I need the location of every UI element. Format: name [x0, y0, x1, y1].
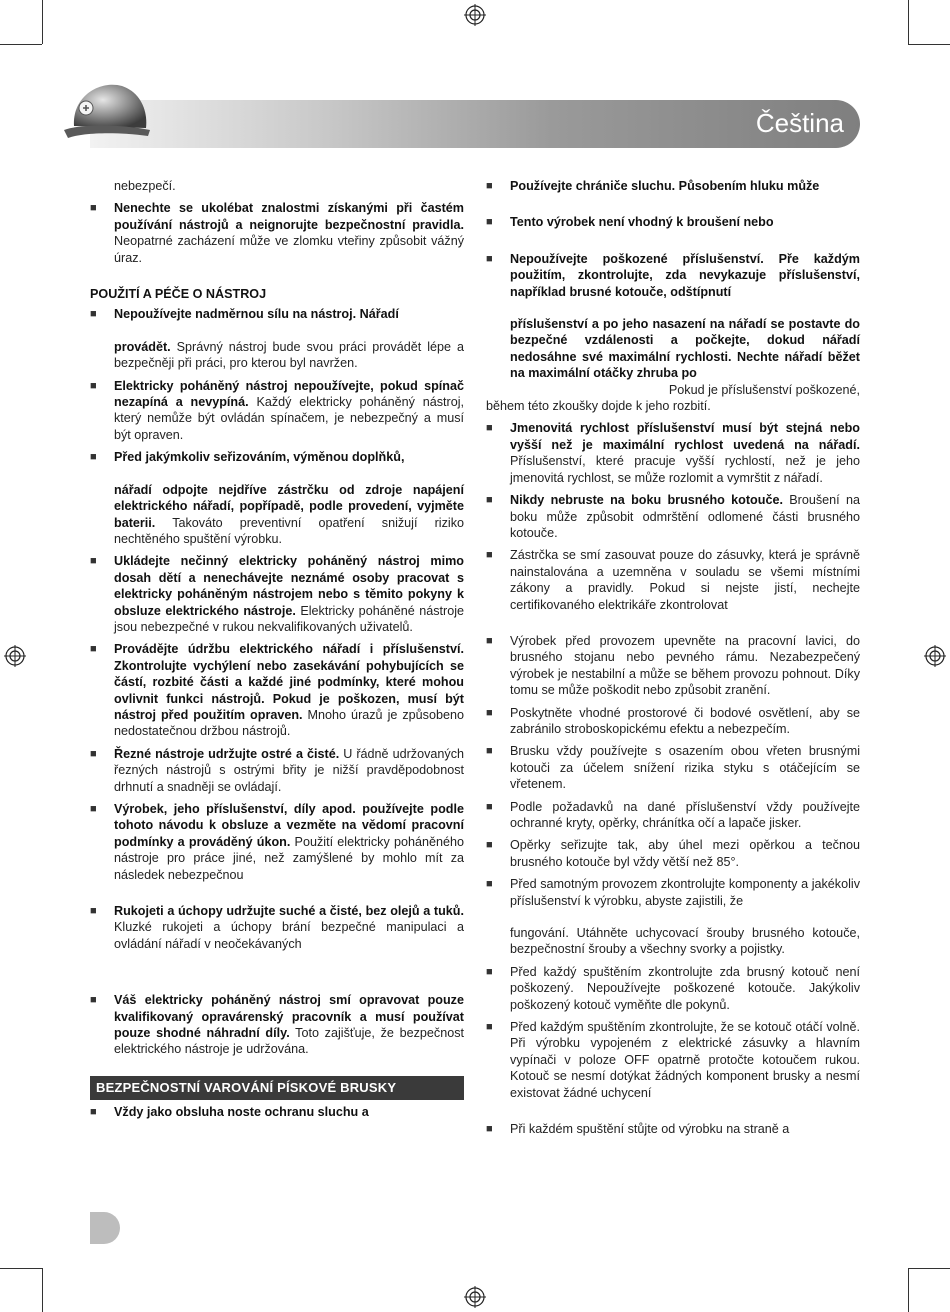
crop-mark	[0, 44, 42, 45]
helmet-icon	[60, 74, 152, 150]
bullet-icon: ■	[90, 803, 97, 815]
bullet-icon: ■	[486, 706, 493, 719]
list-item: ■ Poskytněte vhodné prostorové či bodové osvětlení, aby se zabránilo stroboskopickému efektu a nebezpečím.	[486, 705, 860, 736]
paragraph-continuation: Pokud je příslušenství poškozené,	[668, 382, 860, 397]
bullet-icon: ■	[90, 379, 97, 392]
bullet-icon: ■	[90, 994, 97, 1007]
bullet-icon: ■	[486, 252, 493, 265]
bullet-icon: ■	[90, 1106, 97, 1119]
bullet-icon: ■	[486, 634, 493, 647]
list-item: ■ Před každý spuštěním zkontrolujte zda brusný kotouč není poškozený. Nepoužívejte poškozené kotouče. Jakýkoliv poškozený kotouč vyměňte dle pokynů.	[486, 964, 860, 1012]
crop-mark	[908, 1268, 950, 1269]
bullet-icon: ■	[90, 451, 97, 464]
bullet-icon: ■	[486, 1123, 493, 1136]
registration-mark-icon	[4, 645, 26, 667]
list-item: ■ Nenechte se ukolébat znalostmi získanými při častém používání nástrojů a neignorujte bezpečnostní pravidla. Neopatrné zacházení může ve zlomku vteřiny způsobit vážný úraz.	[90, 201, 464, 265]
crop-mark	[908, 44, 950, 45]
bullet-icon: ■	[90, 202, 97, 215]
crop-mark	[42, 0, 43, 44]
list-item: ■ Nepoužívejte nadměrnou sílu na nástroj. Nářadí	[90, 307, 399, 322]
bullet-icon: ■	[486, 839, 493, 852]
list-item: ■ Brusku vždy používejte s osazením obou vřeten brusnými kotouči za účelem snížení rizika styku s otáčejícím se vřetenem.	[486, 744, 860, 792]
bullet-icon: ■	[486, 422, 493, 435]
registration-mark-icon	[924, 645, 946, 667]
header-bar	[90, 100, 860, 148]
list-item: ■ Řezné nástroje udržujte ostré a čisté. U řádně udržovaných řezných nástrojů s ostrými břity je nižší pravděpodobnost drhnutí a snadněji se ovládají.	[90, 746, 464, 794]
list-item: ■ Elektricky poháněný nástroj nepoužívejte, pokud spínač nezapíná a nevypíná. Každý elektricky poháněný nástroj, který nemůže být ovládán spínačem, je nebezpečný a musí být opraven.	[90, 378, 465, 442]
list-item: ■ Vždy jako obsluha noste ochranu sluchu a	[90, 1105, 369, 1120]
list-item: ■ Před samotným provozem zkontrolujte komponenty a jakékoliv příslušenství k výrobku, abyste zajistili, že	[486, 877, 860, 908]
bullet-icon: ■	[90, 747, 97, 760]
list-item: ■ Výrobek před provozem upevněte na pracovní lavici, do brusného stojanu nebo pevného rámu. Nezabezpečený výrobek je nestabilní a může se během provozu pohnout. Díky tomu se může poškodit nebo způsobit zranění.	[486, 633, 860, 698]
crop-mark	[0, 1268, 42, 1269]
list-item: ■ Provádějte údržbu elektrického nářadí i příslušenství. Zkontrolujte vychýlení nebo zasekávání pohybujících se částí, rozbité části a každé jiné podmínky, které mohou ovlivnit funkci nástrojů. Pokud je poškozen, musí být nástroj před použitím opraven. Mnoho úrazů je způsobeno nedostatečnou držbou nástrojů.	[90, 642, 464, 739]
right-column	[486, 178, 860, 1138]
language-title: Čeština	[755, 108, 844, 138]
section-heading: POUŽITÍ A PÉČE O NÁSTROJ	[90, 287, 267, 302]
list-item: ■ Nepoužívejte poškozené příslušenství. Pře každým použitím, zkontrolujte, zda nevykazuje příslušenství, například brusné kotouče, odštípnutí	[486, 251, 860, 299]
list-item: ■ Zástrčka se smí zasouvat pouze do zásuvky, která je správně nainstalována a uzemněna v souladu se všemi místními zákony a pravidly. Pokud si nejste jistí, nechejte certifikovaného elektrikáře zkontrolovat	[486, 548, 860, 612]
bullet-icon: ■	[486, 800, 493, 813]
bullet-icon: ■	[90, 308, 97, 321]
bullet-icon: ■	[486, 180, 493, 192]
bullet-icon: ■	[486, 216, 493, 229]
bullet-icon: ■	[90, 905, 97, 918]
list-item: ■ Ukládejte nečinný elektricky poháněný nástroj mimo dosah dětí a nenechávejte neznámé osoby pracovat s elektricky poháněným nástrojem nebo s těmito pokyny k obsluze elektrického nástroje. Elektricky poháněné nástroje jsou nebezpečné v rukou nekvalifikovaných uživatelů.	[90, 554, 465, 634]
list-item: ■ Při každém spuštění stůjte od výrobku na straně a	[486, 1122, 790, 1137]
crop-mark	[908, 1268, 909, 1312]
list-item: ■ Před jakýmkoliv seřizováním, výměnou doplňků,	[90, 450, 405, 465]
list-item: ■ Výrobek, jeho příslušenství, díly apod. používejte podle tohoto návodu k obsluze a vezměte na vědomí pracovní podmínky a prováděný úkon. Použití elektricky poháněného nástroje pro práce jiné, než zamýšlené by mohlo mít za následek nebezpečnou	[90, 802, 464, 882]
list-item: ■ Používejte chrániče sluchu. Působením hluku může	[486, 179, 820, 193]
list-item: ■ Nikdy nebruste na boku brusného kotouče. Broušení na boku může způsobit odmrštění odlomené části brusného kotouče.	[486, 493, 860, 540]
paragraph-continuation: nebezpečí.	[114, 179, 176, 193]
crop-mark	[908, 0, 909, 44]
registration-mark-icon	[464, 1286, 486, 1308]
section-heading-box: BEZPEČNOSTNÍ VAROVÁNÍ PÍSKOVÉ BRUSKY	[90, 1076, 464, 1100]
page-number-tab	[90, 1212, 120, 1244]
bullet-icon: ■	[486, 745, 493, 758]
bullet-icon: ■	[486, 878, 493, 891]
list-item: ■ Před každým spuštěním zkontrolujte, že se kotouč otáčí volně. Při výrobku vypojeném z elektrické zásuvky a hlavním vypínači v poloze OFF opatrně protočte kotoučem rukou. Kotouč se nesmí dotýkat žádných komponent brusky a nesmí existovat žádné uchycení	[486, 1020, 860, 1100]
paragraph-continuation: provádět. Správný nástroj bude svou práci provádět lépe a bezpečněji při práci, pro kterou byl navržen.	[114, 339, 464, 371]
bullet-icon: ■	[90, 643, 97, 656]
registration-mark-icon	[464, 4, 486, 26]
list-item: ■ Podle požadavků na dané příslušenství vždy používejte ochranné kryty, opěrky, chránítka očí a lapače jisker.	[486, 799, 860, 830]
list-item: ■ Opěrky seřizujte tak, aby úhel mezi opěrkou a tečnou brusného kotouče byl vždy větší než 85°.	[486, 838, 860, 869]
left-column	[90, 178, 464, 1121]
crop-mark	[42, 1268, 43, 1312]
list-item: ■ Váš elektricky poháněný nástroj smí opravovat pouze kvalifikovaný opravárenský pracovník a musí používat pouze shodné náhradní díly. Toto zajišťuje, že bezpečnost elektrického nástroje je udržována.	[90, 993, 465, 1057]
paragraph-continuation: nářadí odpojte nejdříve zástrčku od zdroje napájení elektrického nářadí, popřípadě, podle provedení, vyjměte baterii. Takováto preventivní opatření snižují riziko nechtěného spuštění výrobku.	[114, 482, 464, 546]
bullet-icon: ■	[90, 555, 97, 568]
bullet-icon: ■	[486, 965, 493, 978]
paragraph-continuation: příslušenství a po jeho nasazení na nářadí se postavte do bezpečné vzdálenosti a počkejte, dokud nářadí nedosáhne své maximální rychlosti. Nechte nářadí běžet na maximální otáčky zhruba po	[510, 317, 860, 381]
bullet-icon: ■	[486, 494, 493, 507]
paragraph-continuation: během této zkoušky dojde k jeho rozbití.	[486, 399, 711, 414]
list-item: ■ Rukojeti a úchopy udržujte suché a čisté, bez olejů a tuků. Kluzké rukojeti a úchopy brání bezpečné manipulaci a ovládání nářadí v neočekávaných	[90, 904, 464, 951]
paragraph-continuation: fungování. Utáhněte uchycovací šrouby brusného kotouče, bezpečnostní šrouby a všechny svorky a pojistky.	[510, 926, 860, 957]
bullet-icon: ■	[486, 1021, 493, 1034]
list-item: ■ Jmenovitá rychlost příslušenství musí být stejná nebo vyšší než je maximální rychlost uvedená na nářadí. Příslušenství, které pracuje vyšší rychlostí, než je jeho jmenovitá rychlost, se může rozlomit a vymrštit z nářadí.	[486, 421, 860, 485]
bullet-icon: ■	[486, 549, 493, 562]
list-item: ■ Tento výrobek není vhodný k broušení nebo	[486, 215, 774, 230]
